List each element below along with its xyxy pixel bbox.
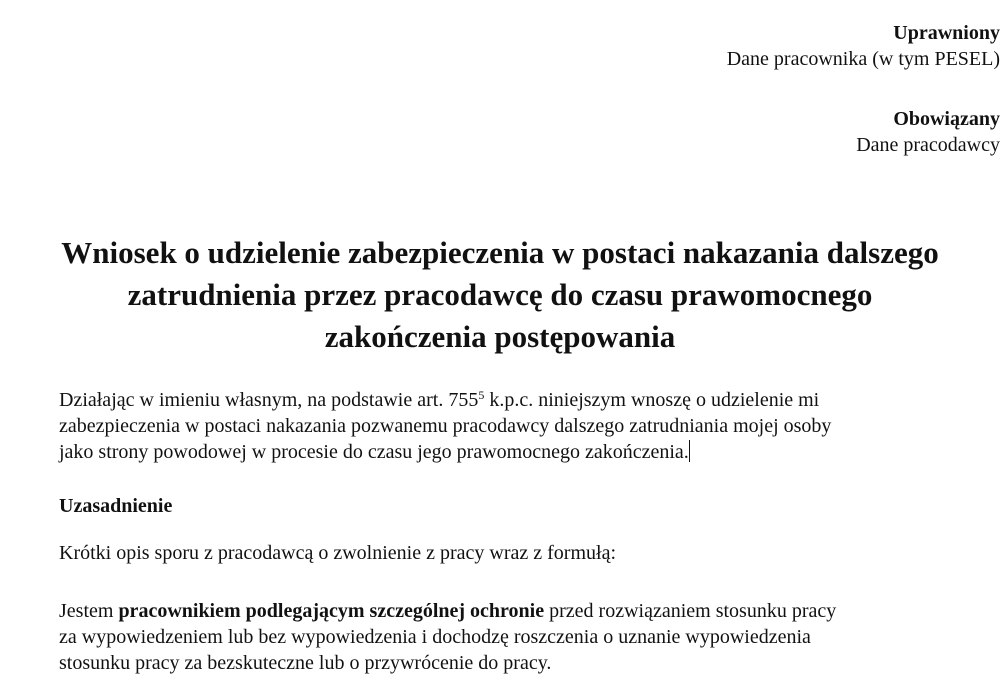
title-line: zatrudnienia przez pracodawcę do czasu prawomocnego bbox=[127, 277, 873, 312]
justification-heading: Uzasadnienie bbox=[59, 495, 173, 517]
justification-line-3: stosunku pracy za bezskuteczne lub o przywrócenie do pracy. bbox=[59, 652, 552, 674]
title-line: Wniosek o udzielenie zabezpieczenia w postaci nakazania dalszego bbox=[61, 235, 939, 270]
claimant-role: Uprawniony bbox=[893, 22, 1000, 44]
intro-paragraph bbox=[59, 387, 1000, 465]
dispute-description: Krótki opis sporu z pracodawcą o zwolnienie z pracy wraz z formułą: bbox=[59, 542, 617, 564]
obligor-block bbox=[856, 106, 1000, 158]
intro-line-2: zabezpieczenia w postaci nakazania pozwanemu pracodawcy dalszego zatrudniania mojej osoby bbox=[59, 415, 832, 437]
text-cursor bbox=[689, 440, 690, 462]
emphasized-text: pracownikiem podlegającym szczególnej ochronie bbox=[118, 600, 545, 622]
obligor-role: Obowiązany bbox=[893, 108, 1000, 130]
claimant-details: Dane pracownika (w tym PESEL) bbox=[726, 48, 1000, 70]
obligor-details: Dane pracodawcy bbox=[856, 134, 1000, 156]
claimant-block bbox=[727, 20, 1000, 72]
justification-line-1: Jestem pracownikiem podlegającym szczególnej ochronie przed rozwiązaniem stosunku pracy bbox=[59, 600, 837, 622]
document-title bbox=[0, 232, 1000, 358]
title-line: zakończenia postępowania bbox=[324, 319, 676, 354]
intro-line-1: Działając w imieniu własnym, na podstawie art. $755^5$ k.p.c. niniejszym wnoszę o udzielenie mi bbox=[59, 388, 820, 411]
article-superscript: 5 bbox=[478, 388, 485, 402]
intro-line-3: jako strony powodowej w procesie do czasu jego prawomocnego zakończenia. bbox=[59, 441, 689, 463]
justification-paragraph bbox=[59, 598, 1000, 676]
justification-line-2: za wypowiedzeniem lub bez wypowiedzenia i dochodzę roszczenia o uznanie wypowiedzenia bbox=[59, 626, 811, 648]
